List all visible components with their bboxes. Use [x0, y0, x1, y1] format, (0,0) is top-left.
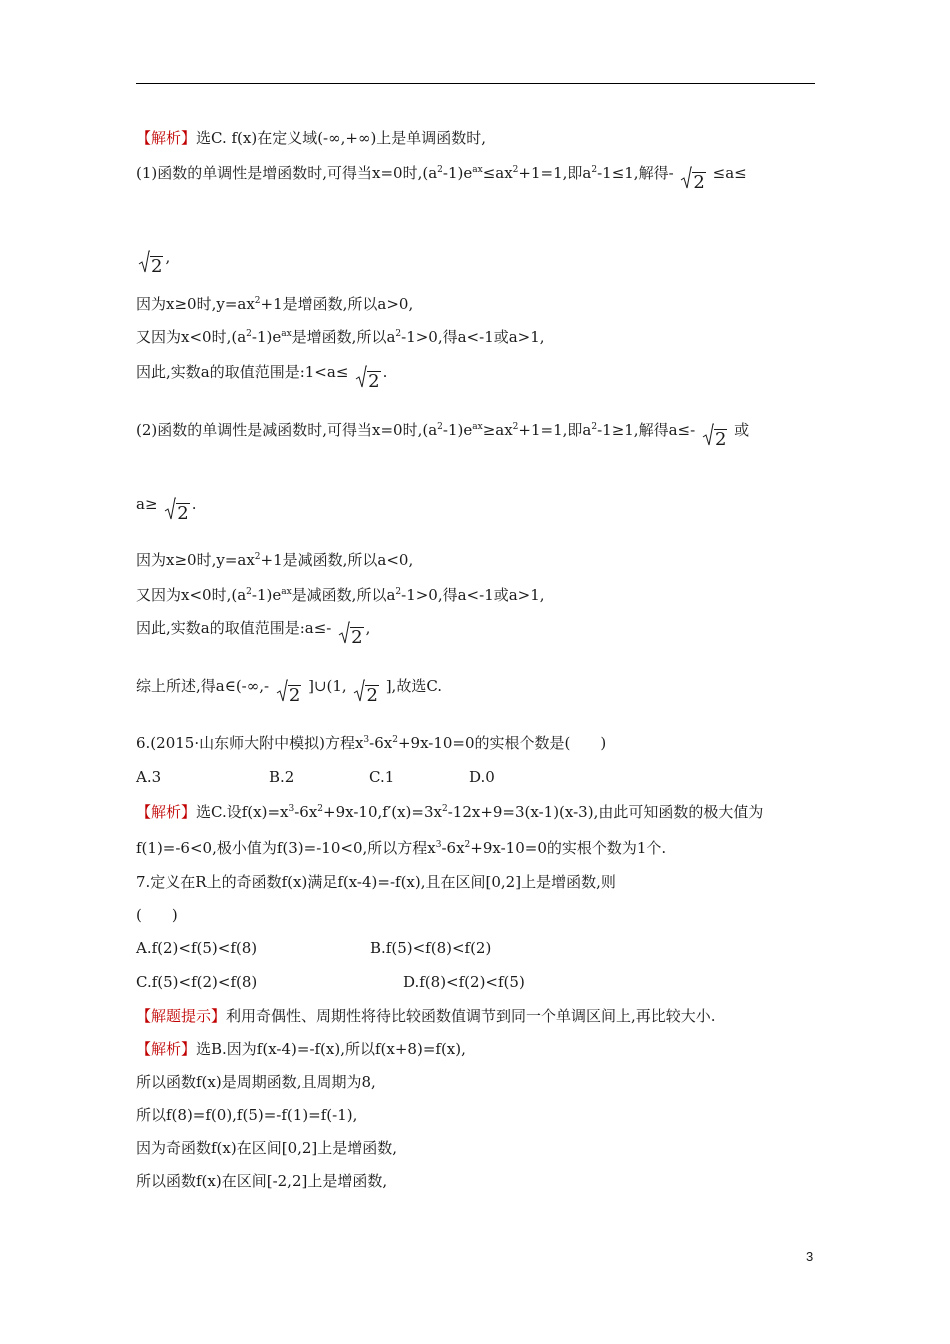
solution-6-line-2: f(1)=-6<0,极小值为f(3)=-10<0,所以方程$x^3-6x^2+9x-10=0$的实根个数为1个.	[136, 839, 667, 857]
case-1-sqrt-line: 2 ,	[136, 247, 170, 277]
q7-option-c: C.f(5)<f(2)<f(8)	[136, 973, 258, 991]
question-7-answer-paren: ( )	[136, 906, 178, 924]
conclusion-line: 综上所述,得a∈(-∞,- 2 ]∪(1, 2 ],故选C.	[136, 677, 443, 706]
sqrt-2: 2	[276, 676, 301, 706]
hint-line: 【解题提示】利用奇偶性、周期性将待比较函数值调节到同一个单调区间上,再比较大小.	[136, 1007, 716, 1025]
q7-option-d: D.f(8)<f(2)<f(5)	[403, 973, 525, 991]
question-7: 7.定义在R上的奇函数f(x)满足f(x-4)=-f(x),且在区间[0,2]上是增函数,则	[136, 873, 616, 891]
q6-option-d: D.0	[469, 768, 495, 786]
case-2-reason-1: 因为x≥0时$,y=ax^2+1$是减函数,所以a<0,	[136, 551, 414, 569]
hint-tag: 【解题提示】	[136, 1007, 227, 1025]
sqrt-2: 2	[164, 494, 189, 524]
question-6: 6.(2015·山东师大附中模拟)方程$x^3-6x^2+9x-10=0$的实根个数是( )	[136, 734, 607, 752]
case-2-line: (2)函数的单调性是减函数时,可得当x=0时$,(a^2-1)e^{ax}\ge ax^2+1=1$,即$a^2-1\ge 1$,解得a≤- 2 或	[136, 421, 750, 450]
solution-7-line-1: 【解析】选B.因为f(x-4)=-f(x),所以f(x+8)=f(x),	[136, 1040, 466, 1058]
analysis-tag: 【解析】	[136, 803, 197, 821]
sqrt-2: 2	[680, 163, 705, 193]
q6-option-a: A.3	[136, 768, 162, 786]
sqrt-2: 2	[702, 420, 727, 450]
page-number: 3	[806, 1249, 814, 1264]
case-1-reason-1: 因为x≥0时$,y=ax^2+1$是增函数,所以a>0,	[136, 295, 414, 313]
case-1-range: 因此,实数a的取值范围是:1<a≤ 2 .	[136, 363, 388, 392]
solution-7-line-4: 因为奇函数f(x)在区间[0,2]上是增函数,	[136, 1139, 398, 1157]
sqrt-2: 2	[338, 618, 363, 648]
sqrt-2: 2	[353, 676, 378, 706]
solution-7-line-2: 所以函数f(x)是周期函数,且周期为8,	[136, 1073, 376, 1091]
analysis-tag: 【解析】	[136, 129, 197, 147]
header-rule	[136, 83, 815, 84]
sqrt-2: 2	[138, 247, 163, 277]
case-2-range: 因此,实数a的取值范围是:a≤- 2 ,	[136, 619, 371, 648]
solution-7-line-5: 所以函数f(x)在区间[-2,2]上是增函数,	[136, 1172, 388, 1190]
solution-6-line-1: 【解析】选C.设$f(x)=x^3-6x^2+9x-10,f'(x)=3x^2-12x+9=3(x-1)(x-3)$,由此可知函数的极大值为	[136, 803, 764, 821]
case-1-line: (1)函数的单调性是增函数时,可得当x=0时$,(a^2-1)e^{ax}\le ax^2+1=1$,即$a^2-1\le 1$,解得- 2 ≤a≤	[136, 164, 747, 193]
sqrt-2: 2	[355, 362, 380, 392]
case-2-sqrt-line: a≥ 2 .	[136, 495, 197, 524]
analysis-tag: 【解析】	[136, 1040, 197, 1058]
q6-option-b: B.2	[269, 768, 295, 786]
case-2-reason-2: 又因为x<0时$,(a^2-1)e^{ax}$是减函数,所以$a^2-1>0$,得a<-1或a>1,	[136, 586, 545, 604]
q7-option-b: B.f(5)<f(8)<f(2)	[370, 939, 492, 957]
q7-option-a: A.f(2)<f(5)<f(8)	[136, 939, 258, 957]
solution-5-intro: 【解析】选C. f(x)在定义域(-∞,+∞)上是单调函数时,	[136, 129, 487, 147]
case-1-reason-2: 又因为x<0时$,(a^2-1)e^{ax}$是增函数,所以$a^2-1>0$,得a<-1或a>1,	[136, 328, 545, 346]
q6-option-c: C.1	[369, 768, 395, 786]
solution-7-line-3: 所以f(8)=f(0),f(5)=-f(1)=f(-1),	[136, 1106, 358, 1124]
